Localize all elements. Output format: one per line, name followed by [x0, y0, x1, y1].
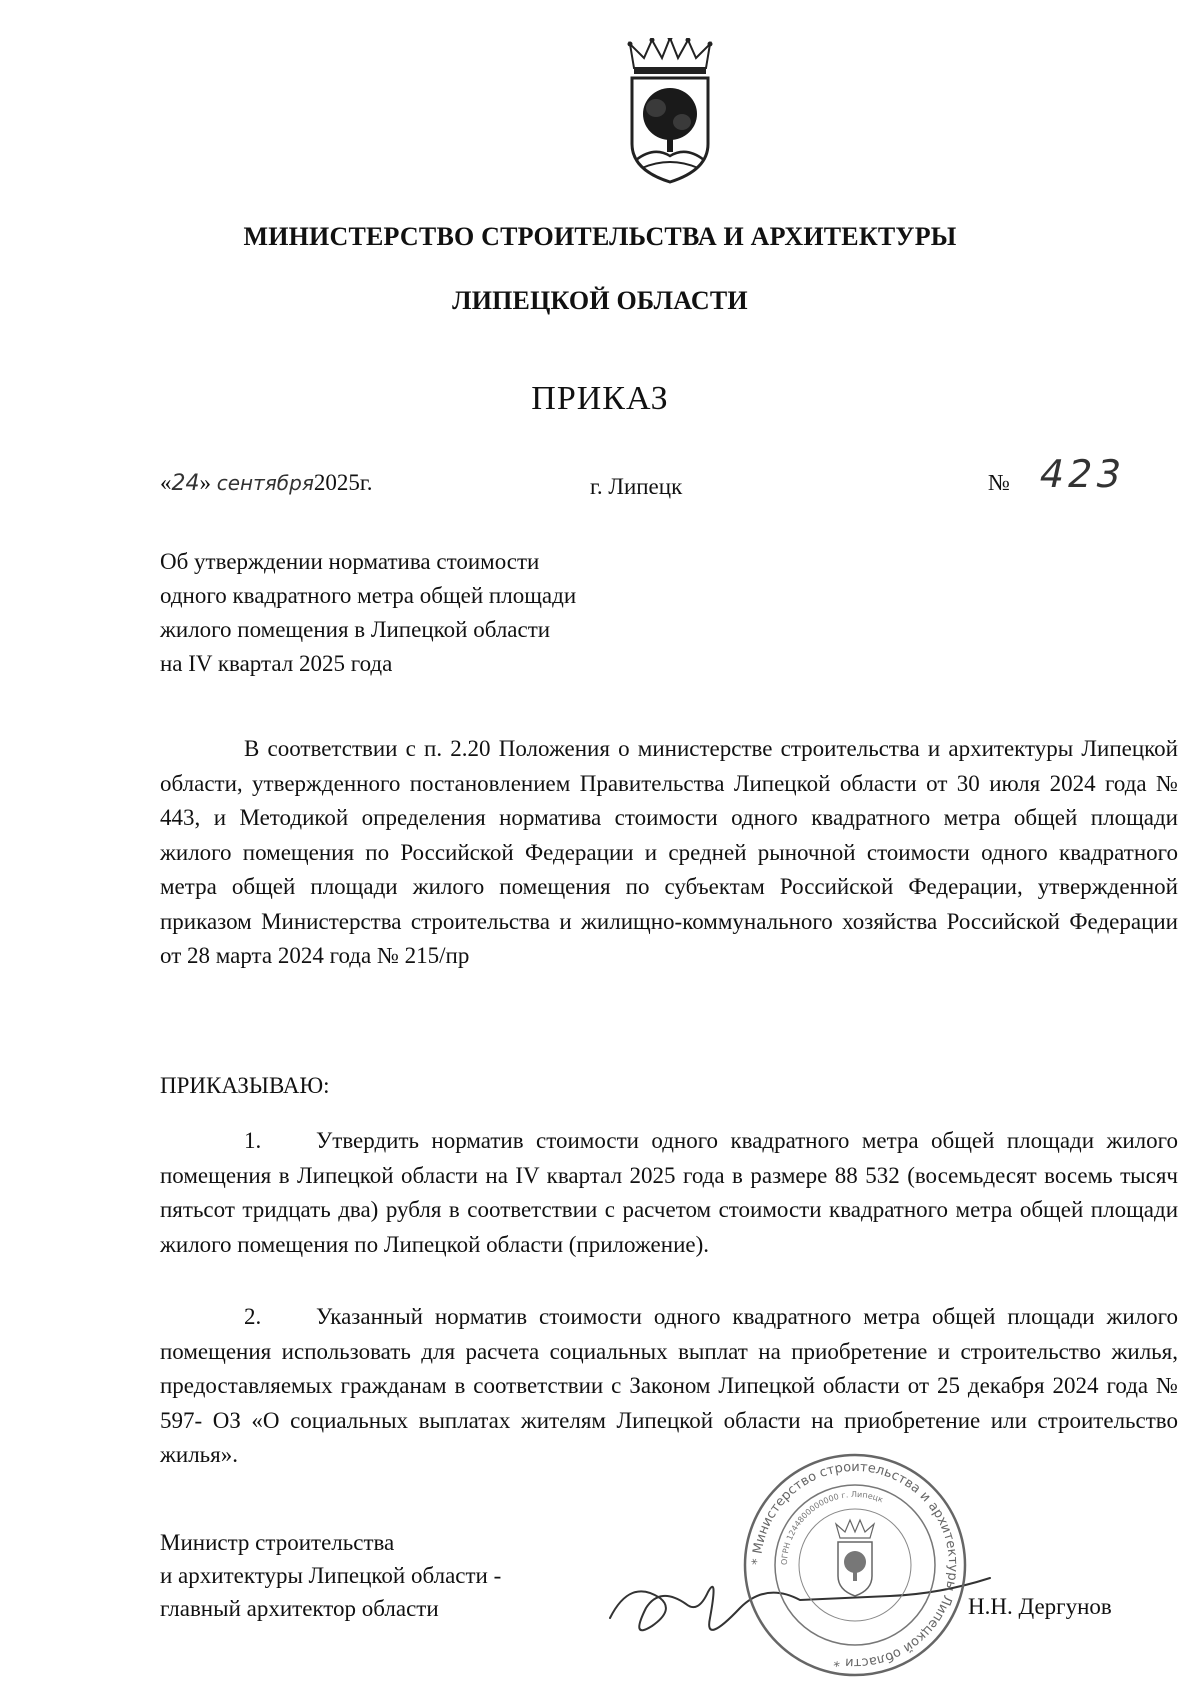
- document-date: [160, 470, 372, 496]
- item-text: Утвердить норматив стоимости одного квадратного метра общей площади жилого помещения в Липецкой области на IV квартал 2025 года в размере 88 532 (восемьдесят восемь тысяч пятьсот тридцать два) рубля в соответствии с расчетом стоимости квадратного метра общей площади жилого помещения по Липецкой области (приложение).: [160, 1128, 1178, 1257]
- order-subject: [160, 545, 576, 681]
- document-city: г. Липецк: [590, 474, 683, 499]
- seal-inner-text: ОГРН 1244800000000 г. Липецк: [779, 1489, 885, 1566]
- item-text: Указанный норматив стоимости одного квадратного метра общей площади жилого помещения использовать для расчета социальных выплат на приобретение и строительство жилья, предоставляемых гражданам в соответствии с Законом Липецкой области от 25 декабря 2024 года № 597- ОЗ «О социальных выплатах жителям Липецкой области на приобретение или строительство жилья».: [160, 1304, 1178, 1467]
- signatory-name: Н.Н. Дергунов: [968, 1594, 1112, 1619]
- subject-line: на IV квартал 2025 года: [160, 651, 393, 676]
- order-item-1: [160, 1124, 1178, 1262]
- number-sign: №: [988, 470, 1010, 495]
- position-line: Министр строительства: [160, 1530, 395, 1555]
- item-number: 2.: [244, 1304, 262, 1329]
- subject-line: жилого помещения в Липецкой области: [160, 617, 551, 642]
- official-round-seal-icon: [740, 1450, 970, 1680]
- date-year: 2025г.: [313, 470, 373, 495]
- date-month-handwritten: сентября: [216, 471, 314, 495]
- date-open-quote: «: [160, 470, 172, 495]
- subject-line: одного квадратного метра общей площади: [160, 583, 577, 608]
- position-line: и архитектуры Липецкой области -: [160, 1563, 502, 1588]
- document-type-title: ПРИКАЗ: [531, 380, 669, 417]
- signatory-position: [160, 1526, 501, 1625]
- position-line: главный архитектор области: [160, 1596, 439, 1621]
- document-number: [988, 452, 1130, 496]
- ministry-name-line2: ЛИПЕЦКОЙ ОБЛАСТИ: [452, 286, 748, 315]
- date-day-handwritten: 24: [171, 471, 200, 496]
- preamble-paragraph: В соответствии с п. 2.20 Положения о министерстве строительства и архитектуры Липецкой области, утвержденного постановлением Правительства Липецкой области от 30 июля 2024 года № 443, и Методикой определения норматива стоимости одного квадратного метра общей площади жилого помещения по Российской Федерации и средней рыночной стоимости одного квадратного метра общей площади жилого помещения по субъектам Российской Федерации, утвержденной приказом Министерства строительства и жилищно-коммунального хозяйства Российской Федерации от 28 марта 2024 года № 215/пр: [160, 736, 1178, 968]
- subject-line: Об утверждении норматива стоимости: [160, 549, 540, 574]
- order-word: ПРИКАЗЫВАЮ:: [160, 1073, 330, 1098]
- order-item-2: [160, 1300, 1178, 1473]
- number-handwritten: 423: [1035, 452, 1130, 496]
- ministry-name-line1: МИНИСТЕРСТВО СТРОИТЕЛЬСТВА И АРХИТЕКТУРЫ: [243, 222, 957, 251]
- lipetsk-coat-of-arms-icon: [620, 38, 720, 184]
- seal-outer-text: * Министерство строительства и архитектуры Липецкой области *: [749, 1459, 961, 1671]
- date-close-quote: »: [199, 470, 211, 495]
- item-number: 1.: [244, 1128, 262, 1153]
